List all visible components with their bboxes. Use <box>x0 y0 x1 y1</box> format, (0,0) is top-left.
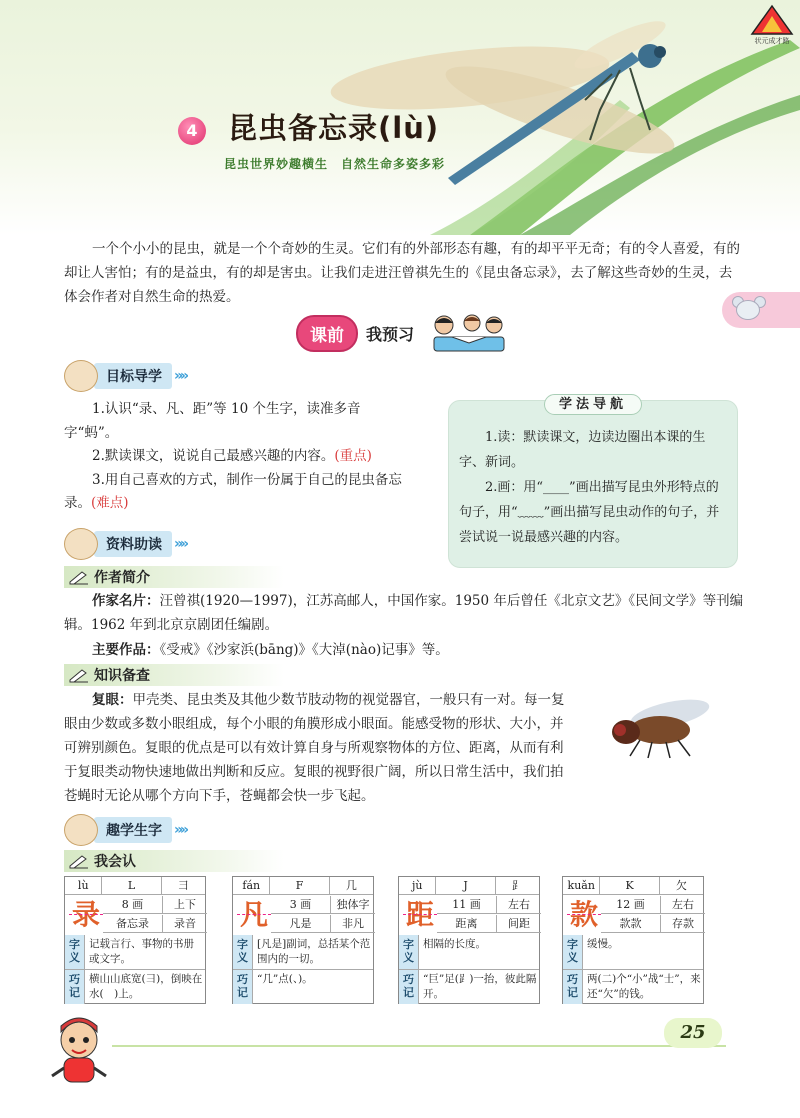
author-block <box>64 590 744 663</box>
fun-chars-heading <box>64 814 186 846</box>
hero-banner <box>0 0 800 235</box>
card-structure: 左右 <box>661 896 705 914</box>
card-capital-letter: J <box>436 877 495 895</box>
card-strokes: 12 画 <box>601 896 661 914</box>
lesson-title: 昆虫备忘录(lù) <box>228 111 440 145</box>
card-meaning-label: 字义 <box>399 935 419 969</box>
card-strokes: 11 画 <box>437 896 497 914</box>
card-meaning: 记载言行、事物的书册或文字。 <box>89 938 194 965</box>
card-meaning-label: 字义 <box>65 935 85 969</box>
author-works: 主要作品：《受戒》《沙家浜(bāng)》《大淖(nào)记事》等。 <box>92 642 449 658</box>
goals-heading <box>64 360 186 392</box>
author-subheading-label: 作者简介 <box>94 570 150 586</box>
fun-chars-heading-label: 趣学生字 <box>94 817 172 843</box>
card-strokes: 8 画 <box>103 896 163 914</box>
teacher-icon <box>64 360 98 392</box>
double-chevron-icon: »» <box>174 822 187 838</box>
card-character: 凡 <box>237 897 271 933</box>
recognize-subheading <box>64 850 284 872</box>
pencil-icon <box>68 569 90 585</box>
study-guide-box <box>448 397 738 568</box>
pencil-icon <box>68 667 90 683</box>
intro-paragraph: 一个个小小的昆虫，就是一个个奇妙的生灵。它们有的外部形态有趣，有的却平平无奇；有的令人喜爱，有的却让人害怕；有的是益虫，有的却是害虫。让我们走进汪曾祺先生的《昆虫备忘录》，去了解这些奇妙的生灵，去体会作者对自然生命的热爱。 <box>64 241 740 305</box>
study-guide-item-1: 1.读：默读课文，边读边圈出本课的生字、新词。 <box>459 430 706 470</box>
card-radical: 欠 <box>660 877 703 895</box>
card-memory-label: 巧记 <box>399 970 419 1004</box>
pre-class-banner <box>296 313 512 353</box>
card-word-2: 存款 <box>661 915 705 933</box>
card-word-2: 间距 <box>497 915 541 933</box>
card-structure: 上下 <box>163 896 207 914</box>
lesson-number-badge: 4 <box>178 117 206 145</box>
card-word-1: 备忘录 <box>103 915 163 933</box>
reading-boy-icon <box>64 528 98 560</box>
card-pinyin: kuǎn <box>563 877 600 895</box>
goals-heading-label: 目标导学 <box>94 363 172 389</box>
card-meaning-label: 字义 <box>233 935 253 969</box>
card-meaning-label: 字义 <box>563 935 583 969</box>
materials-heading <box>64 528 186 560</box>
goal-item-1: 1.认识“录、凡、距”等 10 个生字，读准多音字“蚂”。 <box>64 401 361 441</box>
card-capital-letter: K <box>600 877 659 895</box>
card-memory: “几”点(、)。 <box>257 973 313 985</box>
knowledge-subheading <box>64 664 284 686</box>
mouse-icon <box>736 300 760 320</box>
goal-item-3: 3.用自己喜欢的方式，制作一份属于自己的昆虫备忘录。(难点) <box>64 471 402 511</box>
goal-tag-hard: (难点) <box>91 495 129 511</box>
goal-item-2: 2.默读课文，说说自己最感兴趣的内容。(重点) <box>92 448 372 464</box>
card-meaning: 相隔的长度。 <box>423 938 486 950</box>
card-meaning: [凡是]副词，总括某个范围内的一切。 <box>257 938 371 965</box>
card-character: 距 <box>403 897 437 933</box>
card-pinyin: fán <box>233 877 270 895</box>
card-capital-letter: L <box>102 877 161 895</box>
mascot-illustration <box>44 1012 114 1090</box>
recognize-subheading-label: 我会认 <box>94 854 136 870</box>
knowledge-text: 复眼：甲壳类、昆虫类及其他少数节肢动物的视觉器官，一般只有一对。每一复眼由少数或多数小眼组成，每个小眼的角膜形成小眼面。能感受物的形状、大小，并可辨别颜色。复眼的优点是可以有效计算自身与所观察物体的方位、距离，从而有利于复眼类动物快速地做出判断和反应。复眼的视野很广阔，所以日常生活中，我们拍苍蝇时无论从哪个方向下手，苍蝇都会快一步飞起。 <box>64 692 565 804</box>
card-word-1: 凡是 <box>271 915 331 933</box>
card-word-1: 款款 <box>601 915 661 933</box>
character-card-3 <box>398 876 540 1004</box>
card-meaning: 缓慢。 <box>587 938 619 950</box>
character-card-1 <box>64 876 206 1004</box>
card-radical: ⻊ <box>496 877 539 895</box>
page-number: 25 <box>664 1018 722 1048</box>
card-word-2: 非凡 <box>331 915 375 933</box>
author-card: 作家名片：汪曾祺(1920—1997)，江苏高邮人，中国作家。1950 年后曾任《北京文艺》《民间文学》等刊编辑。1962 年到北京京剧团任编剧。 <box>64 593 744 633</box>
study-guide-item-2: 2.画：用“____”画出描写昆虫外形特点的句子，用“﹏﹏”画出描写昆虫动作的句子，并尝试说一说最感兴趣的内容。 <box>459 480 720 545</box>
publisher-logo <box>748 4 796 48</box>
pre-class-text: 我预习 <box>366 324 415 344</box>
card-radical: 几 <box>330 877 373 895</box>
reading-kids-icon <box>422 313 512 353</box>
character-card-2 <box>232 876 374 1004</box>
knowledge-subheading-label: 知识备查 <box>94 668 150 684</box>
study-guide-title: 学法导航 <box>544 394 642 415</box>
card-pinyin: jù <box>399 877 436 895</box>
housefly-illustration <box>600 690 720 760</box>
side-tab <box>722 292 800 328</box>
card-memory-label: 巧记 <box>65 970 85 1004</box>
pencil-icon <box>68 853 90 869</box>
card-pinyin: lù <box>65 877 102 895</box>
card-memory-label: 巧记 <box>233 970 253 1004</box>
double-chevron-icon: »» <box>174 536 187 552</box>
card-strokes: 3 画 <box>271 896 331 914</box>
card-structure: 独体字 <box>331 896 375 914</box>
card-radical: 彐 <box>162 877 205 895</box>
character-card-4 <box>562 876 704 1004</box>
card-structure: 左右 <box>497 896 541 914</box>
card-memory: “巨”足(⻊)一抬，彼此隔开。 <box>423 973 537 1000</box>
card-memory-label: 巧记 <box>563 970 583 1004</box>
card-word-1: 距离 <box>437 915 497 933</box>
card-character: 录 <box>69 897 103 933</box>
double-chevron-icon: »» <box>174 368 187 384</box>
writing-boy-icon <box>64 814 98 846</box>
goal-tag-key: (重点) <box>334 448 372 464</box>
card-memory: 横山山底宽(彐)，倒映在水( )上。 <box>89 973 203 1000</box>
footer-line <box>112 1045 726 1047</box>
card-capital-letter: F <box>270 877 329 895</box>
publisher-logo-text: 状元成才路 <box>754 37 790 45</box>
goals-list <box>64 398 404 516</box>
author-subheading <box>64 566 284 588</box>
pre-class-pill: 课前 <box>296 315 358 352</box>
card-word-2: 录音 <box>163 915 207 933</box>
card-memory: 两(二)个“小”战“士”，来还“欠”的钱。 <box>587 973 701 1000</box>
lesson-subtitle: 昆虫世界妙趣横生 自然生命多姿多彩 <box>224 157 446 171</box>
card-character: 款 <box>567 897 601 933</box>
materials-heading-label: 资料助读 <box>94 531 172 557</box>
